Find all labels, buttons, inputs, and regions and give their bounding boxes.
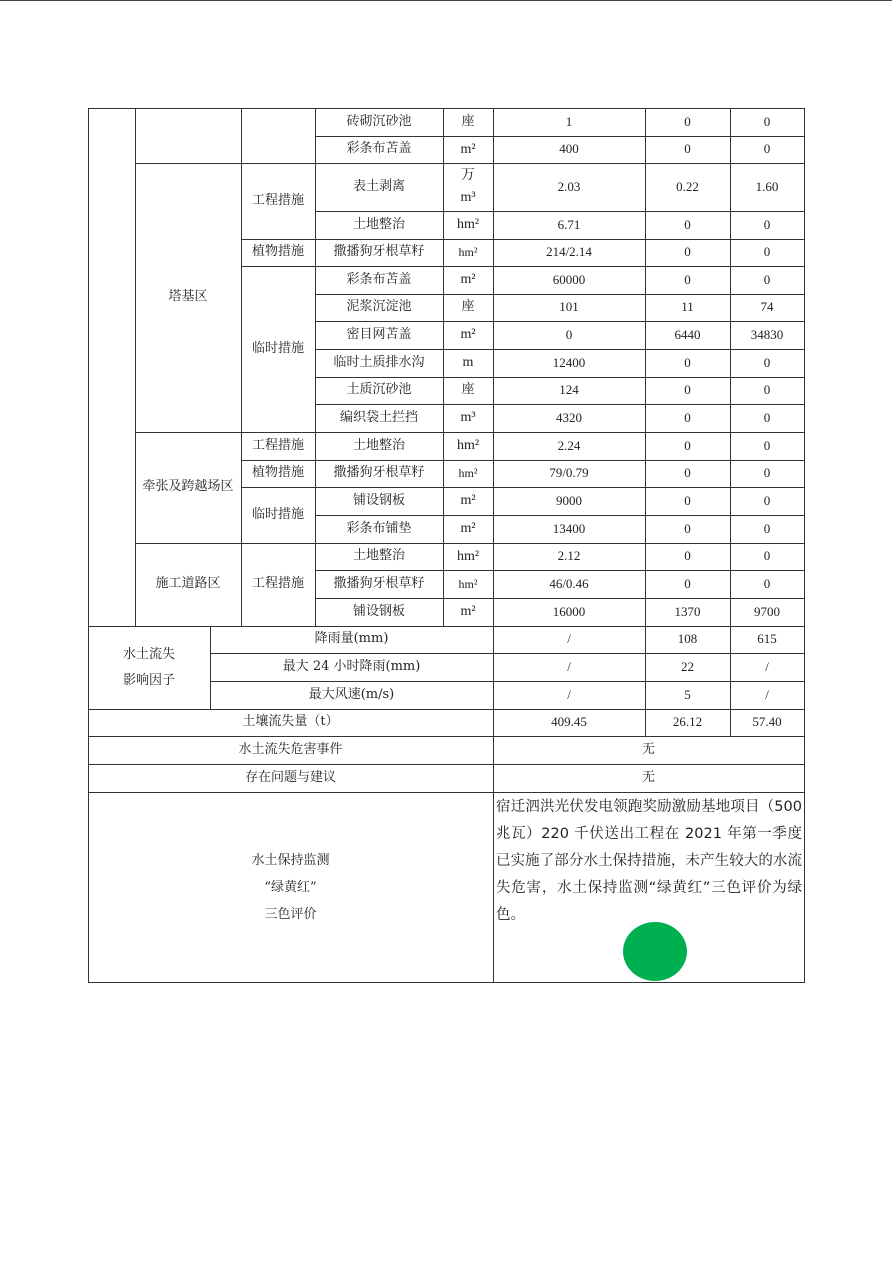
measure-name: 临时土质排水沟 bbox=[333, 354, 425, 370]
period-value: 0 bbox=[684, 354, 691, 370]
issues-value: 无 bbox=[641, 769, 655, 785]
cumulative-value: 0 bbox=[763, 382, 771, 398]
cumulative-value: 0 bbox=[763, 141, 771, 157]
measure-name: 泥浆沉淀池 bbox=[346, 299, 412, 315]
planned-value: 101 bbox=[559, 299, 579, 315]
period-value: 0 bbox=[684, 141, 691, 157]
period-value: 0 bbox=[684, 548, 691, 564]
evaluation-label-line: 三色评价 bbox=[264, 906, 317, 922]
cumulative-value: 0 bbox=[763, 575, 771, 591]
measure-name: 土地整治 bbox=[352, 216, 405, 232]
cumulative-value: 1.60 bbox=[755, 178, 779, 194]
measure-unit: hm² bbox=[458, 576, 478, 591]
issues-label: 存在问题与建议 bbox=[244, 769, 336, 785]
planned-value: 12400 bbox=[552, 354, 586, 370]
soil-loss-planned: 409.45 bbox=[551, 714, 587, 730]
measure-name: 撒播狗牙根草籽 bbox=[333, 465, 425, 481]
planned-value: 400 bbox=[559, 141, 579, 157]
cumulative-value: 0 bbox=[763, 409, 771, 425]
cumulative-value: 0 bbox=[763, 520, 771, 536]
period-value: 0 bbox=[684, 271, 691, 287]
period-value: 0 bbox=[684, 437, 691, 453]
measure-unit: m³ bbox=[460, 410, 476, 426]
type-temporary: 临时措施 bbox=[251, 340, 304, 356]
max24-period: 22 bbox=[681, 658, 694, 674]
cumulative-value: 0 bbox=[763, 354, 771, 370]
planned-value: 79/0.79 bbox=[549, 465, 589, 481]
cumulative-value: 0 bbox=[763, 244, 771, 260]
measure-unit: m² bbox=[460, 493, 476, 509]
measure-unit: m² bbox=[460, 604, 476, 620]
zone-road: 施工道路区 bbox=[155, 576, 221, 592]
measure-unit: hm² bbox=[458, 245, 478, 260]
measure-name: 铺设钢板 bbox=[352, 603, 405, 619]
planned-value: 4320 bbox=[556, 409, 582, 425]
measure-name: 撒播狗牙根草籽 bbox=[333, 244, 425, 260]
max24-cumulative: / bbox=[765, 658, 769, 674]
factor-label-line: 影响因子 bbox=[122, 672, 175, 688]
cumulative-value: 34830 bbox=[750, 326, 784, 342]
period-value: 11 bbox=[681, 299, 694, 315]
measure-unit: hm² bbox=[456, 217, 480, 233]
zone-stringing: 牵张及跨越场区 bbox=[142, 479, 234, 495]
measure-name: 撒播狗牙根草籽 bbox=[333, 575, 425, 591]
cumulative-value: 9700 bbox=[754, 603, 780, 619]
period-value: 6440 bbox=[674, 326, 701, 342]
type-plant: 植物措施 bbox=[251, 465, 304, 481]
measure-unit: 座 bbox=[461, 299, 475, 315]
planned-value: 124 bbox=[559, 382, 579, 398]
planned-value: 2.03 bbox=[557, 178, 581, 194]
planned-value: 2.12 bbox=[557, 548, 581, 564]
soil-loss-label: 土壤流失量（t） bbox=[242, 714, 339, 730]
measure-name: 彩条布苫盖 bbox=[346, 141, 412, 157]
planned-value: 0 bbox=[565, 326, 573, 342]
measure-unit: m bbox=[462, 355, 474, 371]
measure-name: 土地整治 bbox=[352, 548, 405, 564]
planned-value: 9000 bbox=[556, 492, 582, 508]
cumulative-value: 0 bbox=[763, 437, 771, 453]
cumulative-value: 0 bbox=[763, 492, 771, 508]
planned-value: 16000 bbox=[552, 603, 586, 619]
cumulative-value: 74 bbox=[760, 299, 774, 315]
period-value: 0 bbox=[684, 575, 691, 591]
measure-unit: m² bbox=[460, 327, 476, 343]
measure-unit: m² bbox=[460, 141, 476, 157]
evaluation-label bbox=[88, 792, 493, 982]
measure-name: 密目网苫盖 bbox=[346, 326, 412, 342]
zone-tower: 塔基区 bbox=[168, 289, 208, 305]
period-value: 0 bbox=[684, 113, 691, 129]
green-rating-indicator bbox=[623, 922, 687, 981]
measure-unit: 座 bbox=[461, 382, 475, 398]
evaluation-label-line: 水土保持监测 bbox=[251, 852, 330, 868]
type-engineering: 工程措施 bbox=[251, 576, 304, 592]
wind-planned: / bbox=[567, 686, 571, 702]
measure-unit: hm² bbox=[458, 466, 478, 481]
planned-value: 46/0.46 bbox=[549, 575, 589, 591]
planned-value: 1 bbox=[565, 113, 573, 129]
hazard-value: 无 bbox=[641, 741, 655, 757]
period-value: 0 bbox=[684, 465, 691, 481]
soil-loss-cumulative: 57.40 bbox=[752, 714, 782, 730]
measure-unit: 万 m³ bbox=[460, 168, 476, 205]
type-temporary: 临时措施 bbox=[251, 506, 304, 522]
cumulative-value: 0 bbox=[763, 216, 771, 232]
period-value: 0 bbox=[684, 520, 691, 536]
rain-period: 108 bbox=[677, 631, 698, 647]
measure-name: 土质沉砂池 bbox=[346, 382, 412, 398]
soil-loss-period: 26.12 bbox=[672, 714, 703, 730]
wind-period: 5 bbox=[684, 686, 691, 702]
cumulative-value: 0 bbox=[763, 465, 771, 481]
wind-cumulative: / bbox=[765, 686, 769, 702]
measure-name: 土地整治 bbox=[352, 437, 405, 453]
measure-unit: hm² bbox=[456, 548, 480, 564]
period-value: 0 bbox=[684, 216, 691, 232]
planned-value: 2.24 bbox=[557, 437, 581, 453]
evaluation-text: 宿迁泗洪光伏发电领跑奖励激励基地项目（500 兆瓦）220 千伏送出工程在 2021 年第一季度已实施了部分水土保持措施，未产生较大的水流失危害，水土保持监测“绿黄红”三色评价为绿色。 bbox=[496, 799, 802, 923]
period-value: 1370 bbox=[674, 603, 701, 619]
type-engineering: 工程措施 bbox=[251, 437, 304, 453]
period-value: 0 bbox=[684, 244, 691, 260]
type-engineering: 工程措施 bbox=[251, 192, 304, 208]
measure-name: 彩条布苫盖 bbox=[346, 271, 412, 287]
factor-label-line: 水土流失 bbox=[122, 646, 175, 662]
period-value: 0 bbox=[684, 492, 691, 508]
cumulative-value: 0 bbox=[763, 548, 771, 564]
planned-value: 60000 bbox=[552, 271, 586, 287]
planned-value: 214/2.14 bbox=[546, 244, 592, 260]
factor-wind-label: 最大风速(m/s) bbox=[308, 686, 395, 702]
factor-max24-label: 最大 24 小时降雨(mm) bbox=[282, 658, 421, 674]
max24-planned: / bbox=[567, 658, 571, 674]
period-value: 0 bbox=[684, 382, 691, 398]
measure-name: 砖砌沉砂池 bbox=[346, 113, 412, 129]
measure-name: 彩条布铺垫 bbox=[346, 520, 412, 536]
cumulative-value: 0 bbox=[763, 113, 771, 129]
factor-group-label bbox=[88, 626, 210, 709]
hazard-label: 水土流失危害事件 bbox=[238, 741, 343, 757]
measure-name: 表土剥离 bbox=[352, 178, 405, 194]
type-plant: 植物措施 bbox=[251, 244, 304, 260]
planned-value: 6.71 bbox=[557, 216, 581, 232]
measure-unit: m² bbox=[460, 521, 476, 537]
measure-unit: hm² bbox=[456, 438, 480, 454]
measure-unit: 座 bbox=[461, 113, 475, 129]
measure-unit: m² bbox=[460, 272, 476, 288]
rain-cumulative: 615 bbox=[757, 631, 777, 647]
planned-value: 13400 bbox=[552, 520, 586, 536]
factor-rain-label: 降雨量(mm) bbox=[314, 631, 389, 647]
measure-name: 铺设钢板 bbox=[352, 492, 405, 508]
rain-planned: / bbox=[567, 631, 571, 647]
period-value: 0 bbox=[684, 409, 691, 425]
cumulative-value: 0 bbox=[763, 271, 771, 287]
measure-name: 编织袋土拦挡 bbox=[339, 409, 418, 425]
evaluation-label-line: “绿黄红” bbox=[264, 879, 317, 895]
period-value: 0.22 bbox=[676, 178, 699, 194]
